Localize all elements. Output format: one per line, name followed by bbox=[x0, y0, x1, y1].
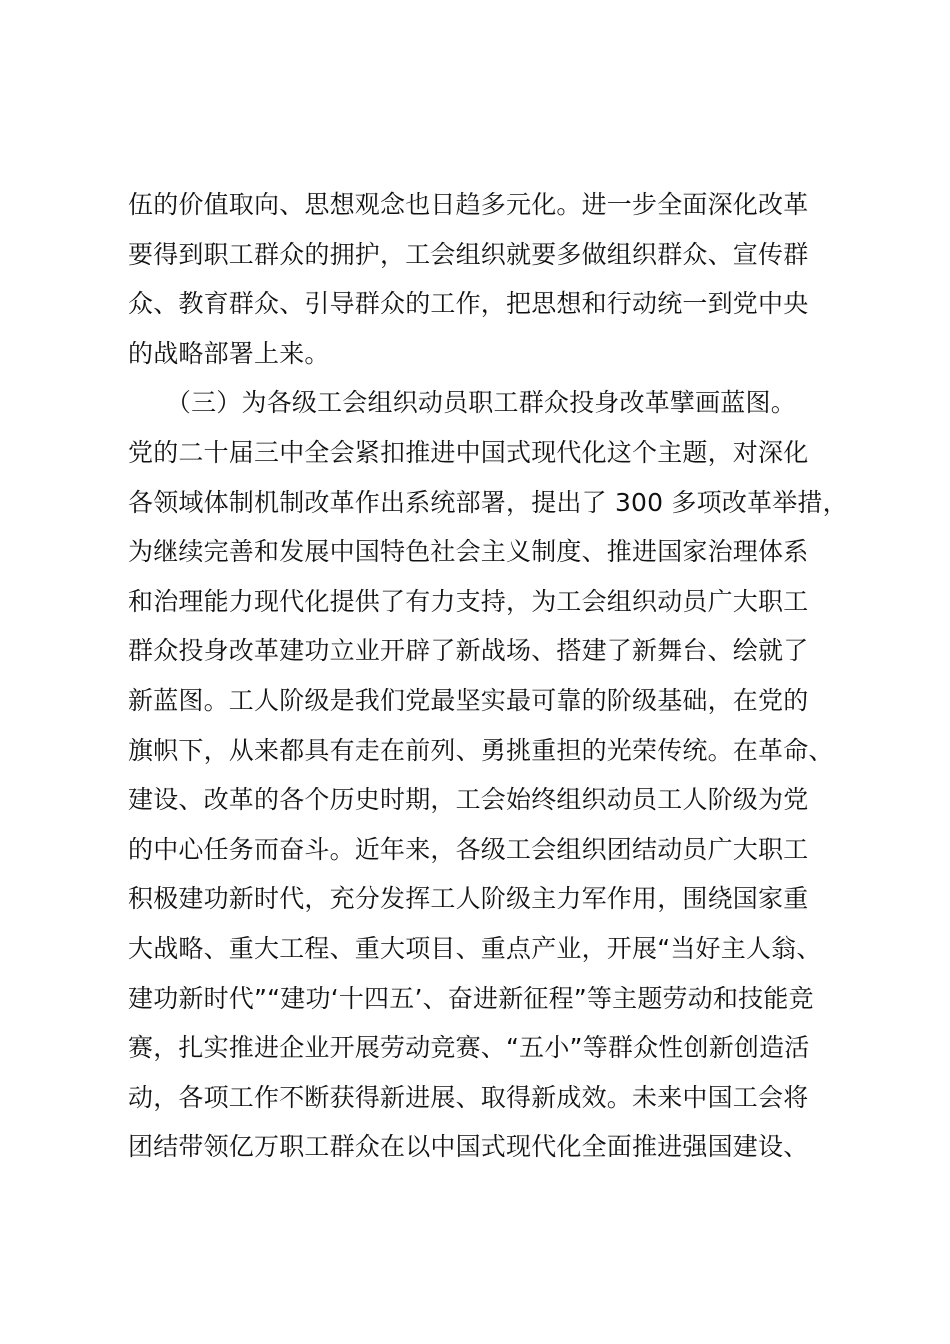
text-line: 旗帜下，从来都具有走在前列、勇挑重担的光荣传统。在革命、 bbox=[128, 735, 834, 765]
text-line: 为继续完善和发展中国特色社会主义制度、推进国家治理体系 bbox=[128, 537, 809, 567]
text-line: 众、教育群众、引导群众的工作，把思想和行动统一到党中央 bbox=[128, 289, 809, 319]
text-line: 建设、改革的各个历史时期，工会始终组织动员工人阶级为党 bbox=[128, 785, 809, 815]
text-line: 党的二十届三中全会紧扣推进中国式现代化这个主题，对深化 bbox=[128, 437, 809, 467]
section-heading-line: （三）为各级工会组织动员职工群众投身改革擘画蓝图。 bbox=[128, 388, 796, 418]
text-line: 新蓝图。工人阶级是我们党最坚实最可靠的阶级基础，在党的 bbox=[128, 685, 809, 715]
text-line: 的中心任务而奋斗。近年来，各级工会组织团结动员广大职工 bbox=[128, 834, 809, 864]
text-line: 要得到职工群众的拥护，工会组织就要多做组织群众、宣传群 bbox=[128, 239, 809, 269]
text-line: 各领域体制机制改革作出系统部署，提出了 300 多项改革举措， bbox=[128, 487, 848, 517]
text-line: 的战略部署上来。 bbox=[128, 338, 330, 368]
text-line: 积极建功新时代，充分发挥工人阶级主力军作用，围绕国家重 bbox=[128, 884, 809, 914]
text-line: 建功新时代”“建功‘十四五’、奋进新征程”等主题劳动和技能竞 bbox=[128, 983, 814, 1013]
text-line: 群众投身改革建功立业开辟了新战场、搭建了新舞台、绘就了 bbox=[128, 636, 809, 666]
text-line: 团结带领亿万职工群众在以中国式现代化全面推进强国建设、 bbox=[128, 1132, 809, 1162]
body-text bbox=[128, 180, 858, 1172]
text-line: 赛，扎实推进企业开展劳动竞赛、“五小”等群众性创新创造活 bbox=[128, 1033, 810, 1063]
text-line: 动，各项工作不断获得新进展、取得新成效。未来中国工会将 bbox=[128, 1082, 809, 1112]
text-line: 大战略、重大工程、重大项目、重点产业，开展“当好主人翁、 bbox=[128, 933, 822, 963]
text-line: 和治理能力现代化提供了有力支持，为工会组织动员广大职工 bbox=[128, 586, 809, 616]
text-line: 伍的价值取向、思想观念也日趋多元化。进一步全面深化改革 bbox=[128, 190, 809, 219]
